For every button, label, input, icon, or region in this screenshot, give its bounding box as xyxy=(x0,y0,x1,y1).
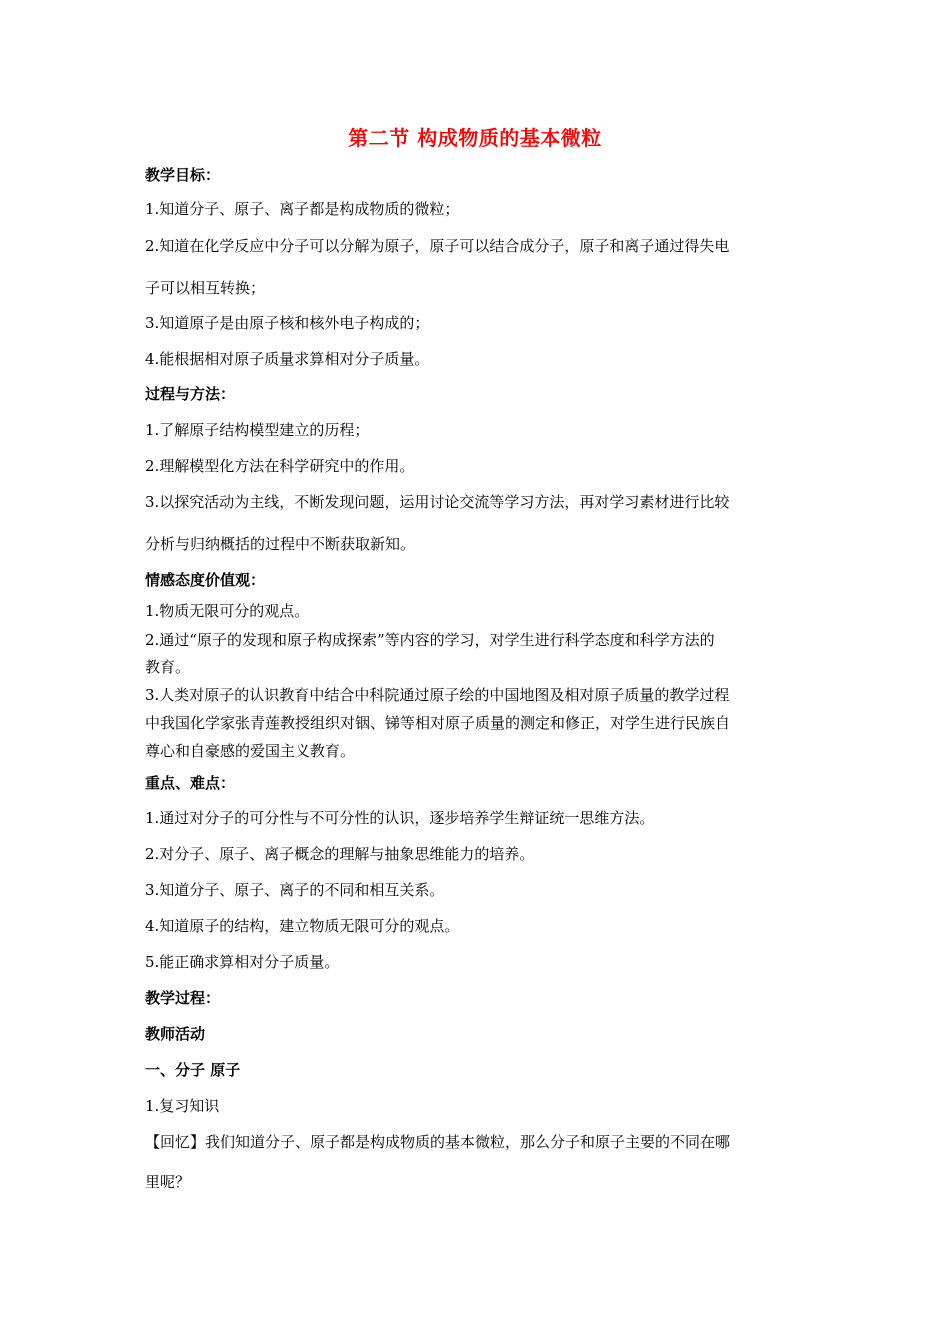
key-point-item: 2.对分子、原子、离子概念的理解与抽象思维能力的培养。 xyxy=(145,845,535,863)
key-point-item: 4.知道原子的结构，建立物质无限可分的观点。 xyxy=(145,917,460,935)
section-heading-key-points: 重点、难点： xyxy=(145,774,236,792)
process-item: 分析与归纳概括的过程中不断获取新知。 xyxy=(145,535,416,553)
key-point-item: 1.通过对分子的可分性与不可分性的认识，逐步培养学生辩证统一思维方法。 xyxy=(145,809,655,827)
section-heading-teaching-process: 教学过程： xyxy=(145,989,221,1007)
objective-item: 2.知道在化学反应中分子可以分解为原子，原子可以结合成分子，原子和离子通过得失电 xyxy=(145,237,730,255)
process-step: 里呢？ xyxy=(145,1173,191,1191)
objective-item: 子可以相互转换； xyxy=(145,279,266,297)
attitude-item: 教育。 xyxy=(145,658,191,676)
objective-item: 3.知道原子是由原子核和核外电子构成的； xyxy=(145,314,430,332)
part-one-heading: 一、分子 原子 xyxy=(145,1061,241,1079)
process-item: 3.以探究活动为主线，不断发现问题，运用讨论交流等学习方法，再对学习素材进行比较 xyxy=(145,493,730,511)
objective-item: 1.知道分子、原子、离子都是构成物质的微粒； xyxy=(145,200,460,218)
attitude-item: 尊心和自豪感的爱国主义教育。 xyxy=(145,742,356,760)
page-title: 第二节 构成物质的基本微粒 xyxy=(348,126,602,150)
key-point-item: 5.能正确求算相对分子质量。 xyxy=(145,953,340,971)
section-heading-objectives: 教学目标： xyxy=(145,166,221,184)
section-heading-process-methods: 过程与方法： xyxy=(145,385,236,403)
process-step: 【回忆】我们知道分子、原子都是构成物质的基本微粒，那么分子和原子主要的不同在哪 xyxy=(145,1133,731,1151)
objective-item: 4.能根据相对原子质量求算相对分子质量。 xyxy=(145,350,430,368)
process-step: 1.复习知识 xyxy=(145,1097,220,1115)
section-heading-attitudes: 情感态度价值观： xyxy=(145,571,266,589)
attitude-item: 3.人类对原子的认识教育中结合中科院通过原子绘的中国地图及相对原子质量的教学过程 xyxy=(145,686,730,704)
attitude-item: 1.物质无限可分的观点。 xyxy=(145,602,310,620)
process-item: 2.理解模型化方法在科学研究中的作用。 xyxy=(145,457,415,475)
process-item: 1.了解原子结构模型建立的历程； xyxy=(145,421,370,439)
attitude-item: 2.通过“原子的发现和原子构成探索”等内容的学习，对学生进行科学态度和科学方法的 xyxy=(145,631,715,649)
key-point-item: 3.知道分子、原子、离子的不同和相互关系。 xyxy=(145,881,445,899)
attitude-item: 中我国化学家张青莲教授组织对铟、锑等相对原子质量的测定和修正，对学生进行民族自 xyxy=(145,714,731,732)
teacher-activity-heading: 教师活动 xyxy=(145,1025,206,1043)
